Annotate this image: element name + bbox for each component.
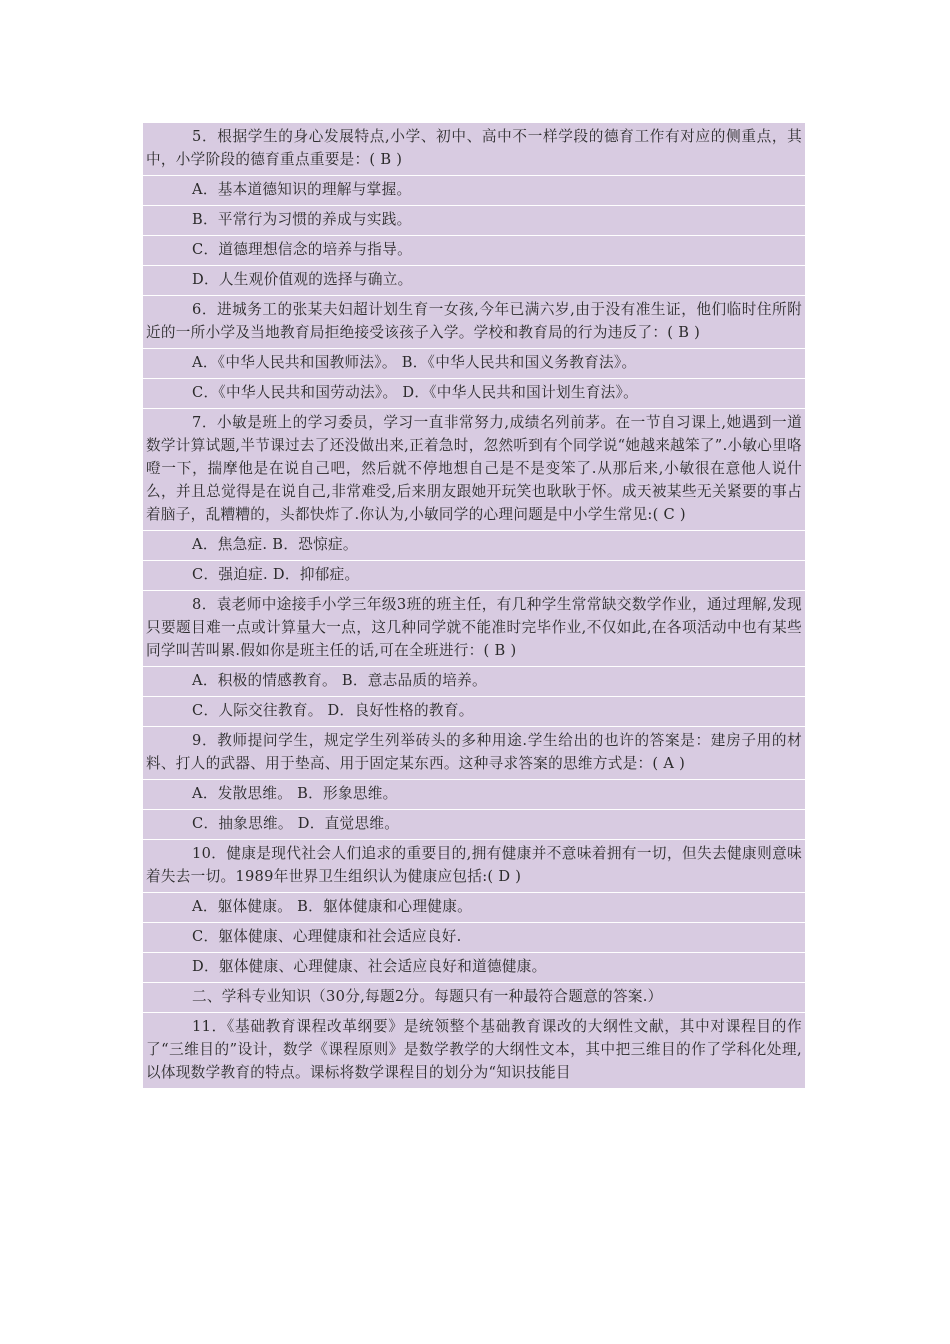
question-paragraph: 10．健康是现代社会人们追求的重要目的,拥有健康并不意味着拥有一切，但失去健康则意味着失去一切。1989年世界卫生组织认为健康应包括:( D ) [143, 840, 805, 893]
option-paragraph: C．《中华人民共和国劳动法》。 D．《中华人民共和国计划生育法》。 [143, 379, 805, 409]
question-paragraph: 6．进城务工的张某夫妇超计划生育一女孩,今年已满六岁,由于没有准生证，他们临时住所附近的一所小学及当地教育局拒绝接受该孩子入学。学校和教育局的行为违反了：( B ) [143, 296, 805, 349]
option-paragraph: 二、学科专业知识（30分,每题2分。每题只有一种最符合题意的答案.） [143, 983, 805, 1013]
option-paragraph: B．平常行为习惯的养成与实践。 [143, 206, 805, 236]
option-paragraph: C．道德理想信念的培养与指导。 [143, 236, 805, 266]
document-page [143, 123, 805, 1088]
option-paragraph: C．抽象思维。 D．直觉思维。 [143, 810, 805, 840]
option-paragraph: A．基本道德知识的理解与掌握。 [143, 176, 805, 206]
option-paragraph: C．强迫症. D．抑郁症。 [143, 561, 805, 591]
question-paragraph: 8．袁老师中途接手小学三年级3班的班主任，有几种学生常常缺交数学作业，通过理解,发现只要题目难一点或计算量大一点，这几种同学就不能准时完毕作业,不仅如此,在各项活动中也有某些同学叫苦叫累.假如你是班主任的话,可在全班进行：( B ) [143, 591, 805, 667]
option-paragraph: A．躯体健康。 B．躯体健康和心理健康。 [143, 893, 805, 923]
option-paragraph: A．《中华人民共和国教师法》。 B．《中华人民共和国义务教育法》。 [143, 349, 805, 379]
option-paragraph: D．躯体健康、心理健康、社会适应良好和道德健康。 [143, 953, 805, 983]
question-paragraph: 11．《基础教育课程改革纲要》是统领整个基础教育课改的大纲性文献，其中对课程目的作了“三维目的”设计，数学《课程原则》是数学教学的大纲性文本，其中把三维目的作了学科化处理,以体现数学教育的特点。课标将数学课程目的划分为“知识技能目 [146, 1018, 802, 1081]
question-paragraph: 9．教师提问学生，规定学生列举砖头的多种用途.学生给出的也许的答案是：建房子用的材料、打人的武器、用于垫高、用于固定某东西。这种寻求答案的思维方式是：( A ) [143, 727, 805, 780]
option-paragraph: C．人际交往教育。 D．良好性格的教育。 [143, 697, 805, 727]
question-paragraph: 7．小敏是班上的学习委员，学习一直非常努力,成绩名列前茅。在一节自习课上,她遇到一道数学计算试题,半节课过去了还没做出来,正着急时，忽然听到有个同学说“她越来越笨了”.小敏心里咯噔一下，揣摩他是在说自己吧，然后就不停地想自己是不是变笨了.从那后来,小敏很在意他人说什么，并且总觉得是在说自己,非常难受,后来朋友跟她开玩笑也耿耿于怀。成天被某些无关紧要的事占着脑子，乱糟糟的，头都快炸了.你认为,小敏同学的心理问题是中小学生常见:( C ) [143, 409, 805, 531]
question-paragraph: 5．根据学生的身心发展特点,小学、初中、高中不一样学段的德育工作有对应的侧重点，其中，小学阶段的德育重点重要是：( B ) [143, 123, 805, 176]
option-paragraph: A．发散思维。 B．形象思维。 [143, 780, 805, 810]
option-paragraph: A．焦急症. B．恐惊症。 [143, 531, 805, 561]
option-paragraph: A．积极的情感教育。 B．意志品质的培养。 [143, 667, 805, 697]
option-paragraph: C．躯体健康、心理健康和社会适应良好. [143, 923, 805, 953]
option-paragraph: D．人生观价值观的选择与确立。 [143, 266, 805, 296]
